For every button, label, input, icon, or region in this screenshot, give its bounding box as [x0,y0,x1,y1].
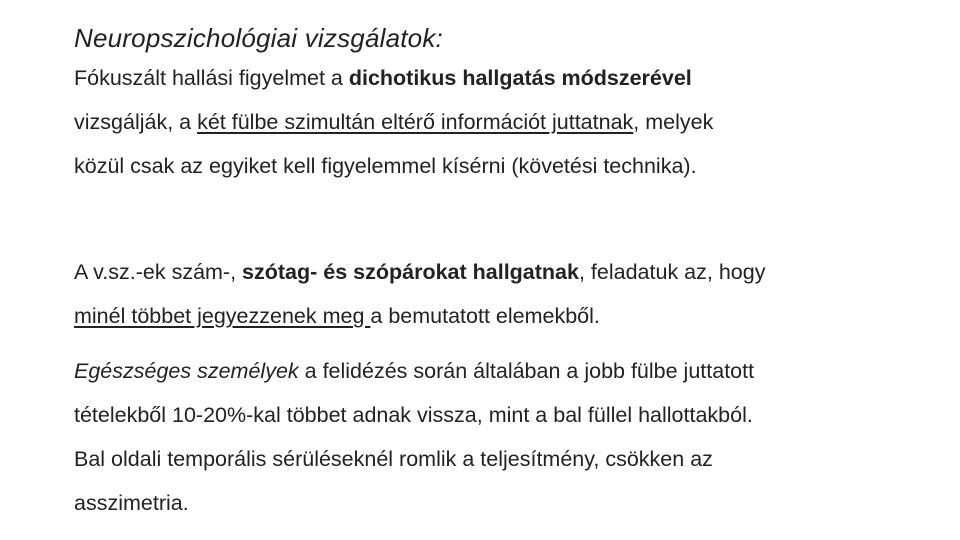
text-segment: A v.sz.-ek szám-, [74,260,243,284]
underlined-text: minél többet jegyezzenek meg [74,304,371,328]
text-segment: Fókuszált hallási figyelmet a [74,66,349,90]
text-segment: vizsgálják, a [74,110,198,134]
text-segment: tételekből 10-20%-kal többet adnak vissza, mint a bal füllel hallottakból. [74,403,753,427]
slide-title: Neuropszichológiai vizsgálatok: [74,23,443,54]
bold-text: dichotikus hallgatás módszerével [348,66,692,90]
text-segment: , melyek [633,110,714,134]
text-segment: a felidézés során általában a jobb fülbe juttatott [298,359,755,383]
text-segment: a bemutatott elemekből. [370,304,600,328]
italic-text: Egészséges személyek [74,359,299,383]
text-segment: Bal oldali temporális sérüléseknél romlik a teljesítmény, csökken az [74,447,713,471]
text-segment: közül csak az egyiket kell figyelemmel kísérni (követési technika). [74,154,697,178]
paragraph-dichotic-listening [74,56,934,188]
text-segment: asszimetria. [74,491,189,515]
text-segment: , feladatuk az, hogy [578,260,766,284]
paragraph-healthy-subjects [74,349,934,525]
paragraph-subjects-task [74,250,934,338]
bold-text: szótag- és szópárokat hallgatnak [242,260,579,284]
underlined-text: két fülbe szimultán eltérő információt juttatnak [197,110,634,134]
